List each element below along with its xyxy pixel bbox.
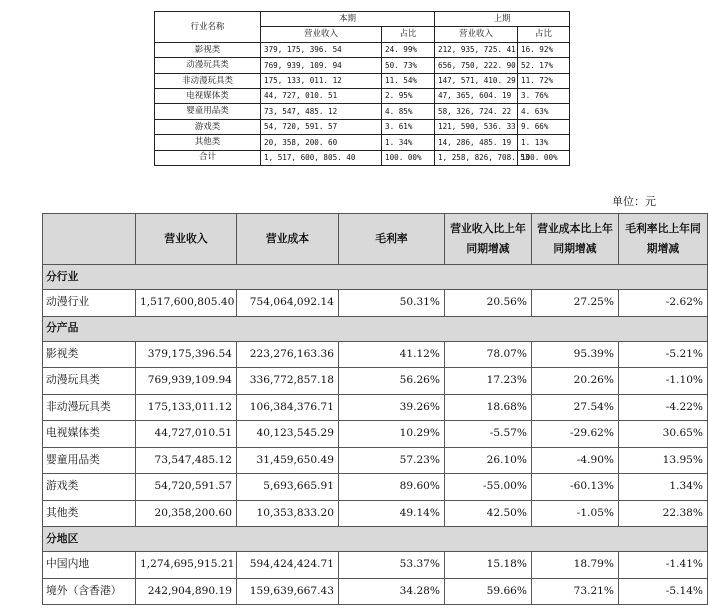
revenue-share-table <box>154 11 570 166</box>
previous-revenue-cell: 121, 590, 536. 33 <box>435 119 518 134</box>
top-table-row <box>155 104 570 119</box>
table-row <box>43 578 708 605</box>
revenue-change-cell: 26.10% <box>445 447 532 474</box>
previous-share-cell: 3. 76% <box>518 88 570 103</box>
margin-change-cell: 1.34% <box>619 474 708 501</box>
cost-cell: 159,639,667.43 <box>237 578 339 605</box>
current-share-cell: 50. 73% <box>382 58 435 73</box>
revenue-change-cell: -55.00% <box>445 474 532 501</box>
cost-cell: 336,772,857.18 <box>237 368 339 395</box>
current-revenue-cell: 1, 517, 600, 805. 40 <box>261 150 382 165</box>
revenue-change-cell: -5.57% <box>445 421 532 448</box>
cost-change-cell: -29.62% <box>532 421 619 448</box>
row-label: 动漫玩具类 <box>43 368 136 395</box>
header-current-revenue: 营业收入 <box>261 27 382 42</box>
row-label: 电视媒体类 <box>43 421 136 448</box>
header-blank <box>43 214 136 265</box>
previous-revenue-cell: 14, 286, 485. 19 <box>435 135 518 150</box>
header-previous-share: 占比 <box>518 27 570 42</box>
cost-change-cell: 27.54% <box>532 394 619 421</box>
revenue-change-cell: 18.68% <box>445 394 532 421</box>
gross-margin-cell: 57.23% <box>339 447 445 474</box>
section-title: 分行业 <box>43 265 708 290</box>
industry-name-cell: 其他类 <box>155 135 261 150</box>
previous-share-cell: 9. 66% <box>518 119 570 134</box>
previous-share-cell: 4. 63% <box>518 104 570 119</box>
table-row <box>43 394 708 421</box>
cost-change-cell: -4.90% <box>532 447 619 474</box>
cost-cell: 10,353,833.20 <box>237 500 339 527</box>
top-table-row <box>155 135 570 150</box>
gross-margin-cell: 34.28% <box>339 578 445 605</box>
unit-label: 单位：元 <box>612 195 656 208</box>
top-table-row <box>155 42 570 57</box>
table-row <box>43 500 708 527</box>
header-previous-period: 上期 <box>435 12 570 27</box>
gross-margin-cell: 56.26% <box>339 368 445 395</box>
current-revenue-cell: 20, 358, 200. 60 <box>261 135 382 150</box>
revenue-cell: 1,517,600,805.40 <box>136 290 237 317</box>
current-share-cell: 3. 61% <box>382 119 435 134</box>
current-share-cell: 11. 54% <box>382 73 435 88</box>
industry-name-cell: 动漫玩具类 <box>155 58 261 73</box>
table-row <box>43 368 708 395</box>
margin-change-cell: 30.65% <box>619 421 708 448</box>
cost-change-cell: 27.25% <box>532 290 619 317</box>
margin-change-cell: -4.22% <box>619 394 708 421</box>
current-revenue-cell: 175, 133, 011. 12 <box>261 73 382 88</box>
previous-share-cell: 52. 17% <box>518 58 570 73</box>
table-row <box>43 447 708 474</box>
header-cost-change: 营业成本比上年同期增减 <box>532 214 619 265</box>
margin-change-cell: 22.38% <box>619 500 708 527</box>
row-label: 境外（含香港） <box>43 578 136 605</box>
margin-change-cell: -5.14% <box>619 578 708 605</box>
cost-change-cell: 18.79% <box>532 552 619 579</box>
gross-margin-cell: 53.37% <box>339 552 445 579</box>
table-row <box>43 552 708 579</box>
current-share-cell: 1. 34% <box>382 135 435 150</box>
row-label: 非动漫玩具类 <box>43 394 136 421</box>
previous-revenue-cell: 58, 326, 724. 22 <box>435 104 518 119</box>
top-table-row <box>155 58 570 73</box>
cost-cell: 40,123,545.29 <box>237 421 339 448</box>
previous-share-cell: 16. 92% <box>518 42 570 57</box>
table-row <box>43 421 708 448</box>
previous-share-cell: 100. 00% <box>518 150 570 165</box>
row-label: 游戏类 <box>43 474 136 501</box>
cost-change-cell: 95.39% <box>532 341 619 368</box>
industry-name-cell: 婴童用品类 <box>155 104 261 119</box>
revenue-change-cell: 17.23% <box>445 368 532 395</box>
header-revenue: 营业收入 <box>136 214 237 265</box>
cost-change-cell: -1.05% <box>532 500 619 527</box>
gross-margin-cell: 89.60% <box>339 474 445 501</box>
gross-margin-cell: 39.26% <box>339 394 445 421</box>
gross-margin-cell: 41.12% <box>339 341 445 368</box>
previous-share-cell: 11. 72% <box>518 73 570 88</box>
previous-revenue-cell: 212, 935, 725. 41 <box>435 42 518 57</box>
row-label: 动漫行业 <box>43 290 136 317</box>
revenue-cell: 73,547,485.12 <box>136 447 237 474</box>
current-revenue-cell: 54, 720, 591. 57 <box>261 119 382 134</box>
industry-name-cell: 游戏类 <box>155 119 261 134</box>
revenue-cell: 1,274,695,915.21 <box>136 552 237 579</box>
cost-change-cell: 20.26% <box>532 368 619 395</box>
cost-cell: 31,459,650.49 <box>237 447 339 474</box>
industry-name-cell: 合计 <box>155 150 261 165</box>
previous-revenue-cell: 1, 258, 826, 708. 53 <box>435 150 518 165</box>
row-label: 婴童用品类 <box>43 447 136 474</box>
header-current-period: 本期 <box>261 12 435 27</box>
revenue-change-cell: 20.56% <box>445 290 532 317</box>
header-margin-change: 毛利率比上年同期增减 <box>619 214 708 265</box>
table-row <box>43 341 708 368</box>
current-share-cell: 4. 85% <box>382 104 435 119</box>
current-share-cell: 100. 00% <box>382 150 435 165</box>
revenue-cell: 379,175,396.54 <box>136 341 237 368</box>
current-share-cell: 24. 99% <box>382 42 435 57</box>
top-table-row <box>155 119 570 134</box>
section-title: 分产品 <box>43 316 708 341</box>
row-label: 影视类 <box>43 341 136 368</box>
current-revenue-cell: 379, 175, 396. 54 <box>261 42 382 57</box>
cost-cell: 754,064,092.14 <box>237 290 339 317</box>
previous-share-cell: 1. 13% <box>518 135 570 150</box>
revenue-cell: 44,727,010.51 <box>136 421 237 448</box>
top-table-row <box>155 88 570 103</box>
gross-margin-cell: 50.31% <box>339 290 445 317</box>
current-share-cell: 2. 95% <box>382 88 435 103</box>
previous-revenue-cell: 147, 571, 410. 29 <box>435 73 518 88</box>
header-previous-revenue: 营业收入 <box>435 27 518 42</box>
section-header-row <box>43 316 708 341</box>
revenue-cell: 20,358,200.60 <box>136 500 237 527</box>
main-financial-table <box>42 213 708 605</box>
section-header-row <box>43 527 708 552</box>
section-title: 分地区 <box>43 527 708 552</box>
cost-change-cell: -60.13% <box>532 474 619 501</box>
margin-change-cell: -1.41% <box>619 552 708 579</box>
revenue-change-cell: 42.50% <box>445 500 532 527</box>
margin-change-cell: -1.10% <box>619 368 708 395</box>
table-row <box>43 474 708 501</box>
cost-cell: 594,424,424.71 <box>237 552 339 579</box>
top-table-header-row <box>155 12 570 27</box>
row-label: 其他类 <box>43 500 136 527</box>
margin-change-cell: 13.95% <box>619 447 708 474</box>
main-table-header-row <box>43 214 708 265</box>
gross-margin-cell: 49.14% <box>339 500 445 527</box>
row-label: 中国内地 <box>43 552 136 579</box>
table-row <box>43 290 708 317</box>
margin-change-cell: -2.62% <box>619 290 708 317</box>
header-current-share: 占比 <box>382 27 435 42</box>
cost-cell: 106,384,376.71 <box>237 394 339 421</box>
revenue-change-cell: 59.66% <box>445 578 532 605</box>
cost-cell: 5,693,665.91 <box>237 474 339 501</box>
header-industry: 行业名称 <box>155 12 261 43</box>
revenue-change-cell: 15.18% <box>445 552 532 579</box>
revenue-cell: 769,939,109.94 <box>136 368 237 395</box>
header-gross-margin: 毛利率 <box>339 214 445 265</box>
revenue-cell: 54,720,591.57 <box>136 474 237 501</box>
previous-revenue-cell: 656, 750, 222. 90 <box>435 58 518 73</box>
header-revenue-change: 营业收入比上年同期增减 <box>445 214 532 265</box>
current-revenue-cell: 73, 547, 485. 12 <box>261 104 382 119</box>
current-revenue-cell: 44, 727, 010. 51 <box>261 88 382 103</box>
top-table-row <box>155 150 570 165</box>
section-header-row <box>43 265 708 290</box>
revenue-cell: 242,904,890.19 <box>136 578 237 605</box>
cost-change-cell: 73.21% <box>532 578 619 605</box>
industry-name-cell: 影视类 <box>155 42 261 57</box>
revenue-change-cell: 78.07% <box>445 341 532 368</box>
gross-margin-cell: 10.29% <box>339 421 445 448</box>
margin-change-cell: -5.21% <box>619 341 708 368</box>
industry-name-cell: 电视媒体类 <box>155 88 261 103</box>
revenue-cell: 175,133,011.12 <box>136 394 237 421</box>
industry-name-cell: 非动漫玩具类 <box>155 73 261 88</box>
top-table-row <box>155 73 570 88</box>
cost-cell: 223,276,163.36 <box>237 341 339 368</box>
previous-revenue-cell: 47, 365, 604. 19 <box>435 88 518 103</box>
header-cost: 营业成本 <box>237 214 339 265</box>
current-revenue-cell: 769, 939, 109. 94 <box>261 58 382 73</box>
